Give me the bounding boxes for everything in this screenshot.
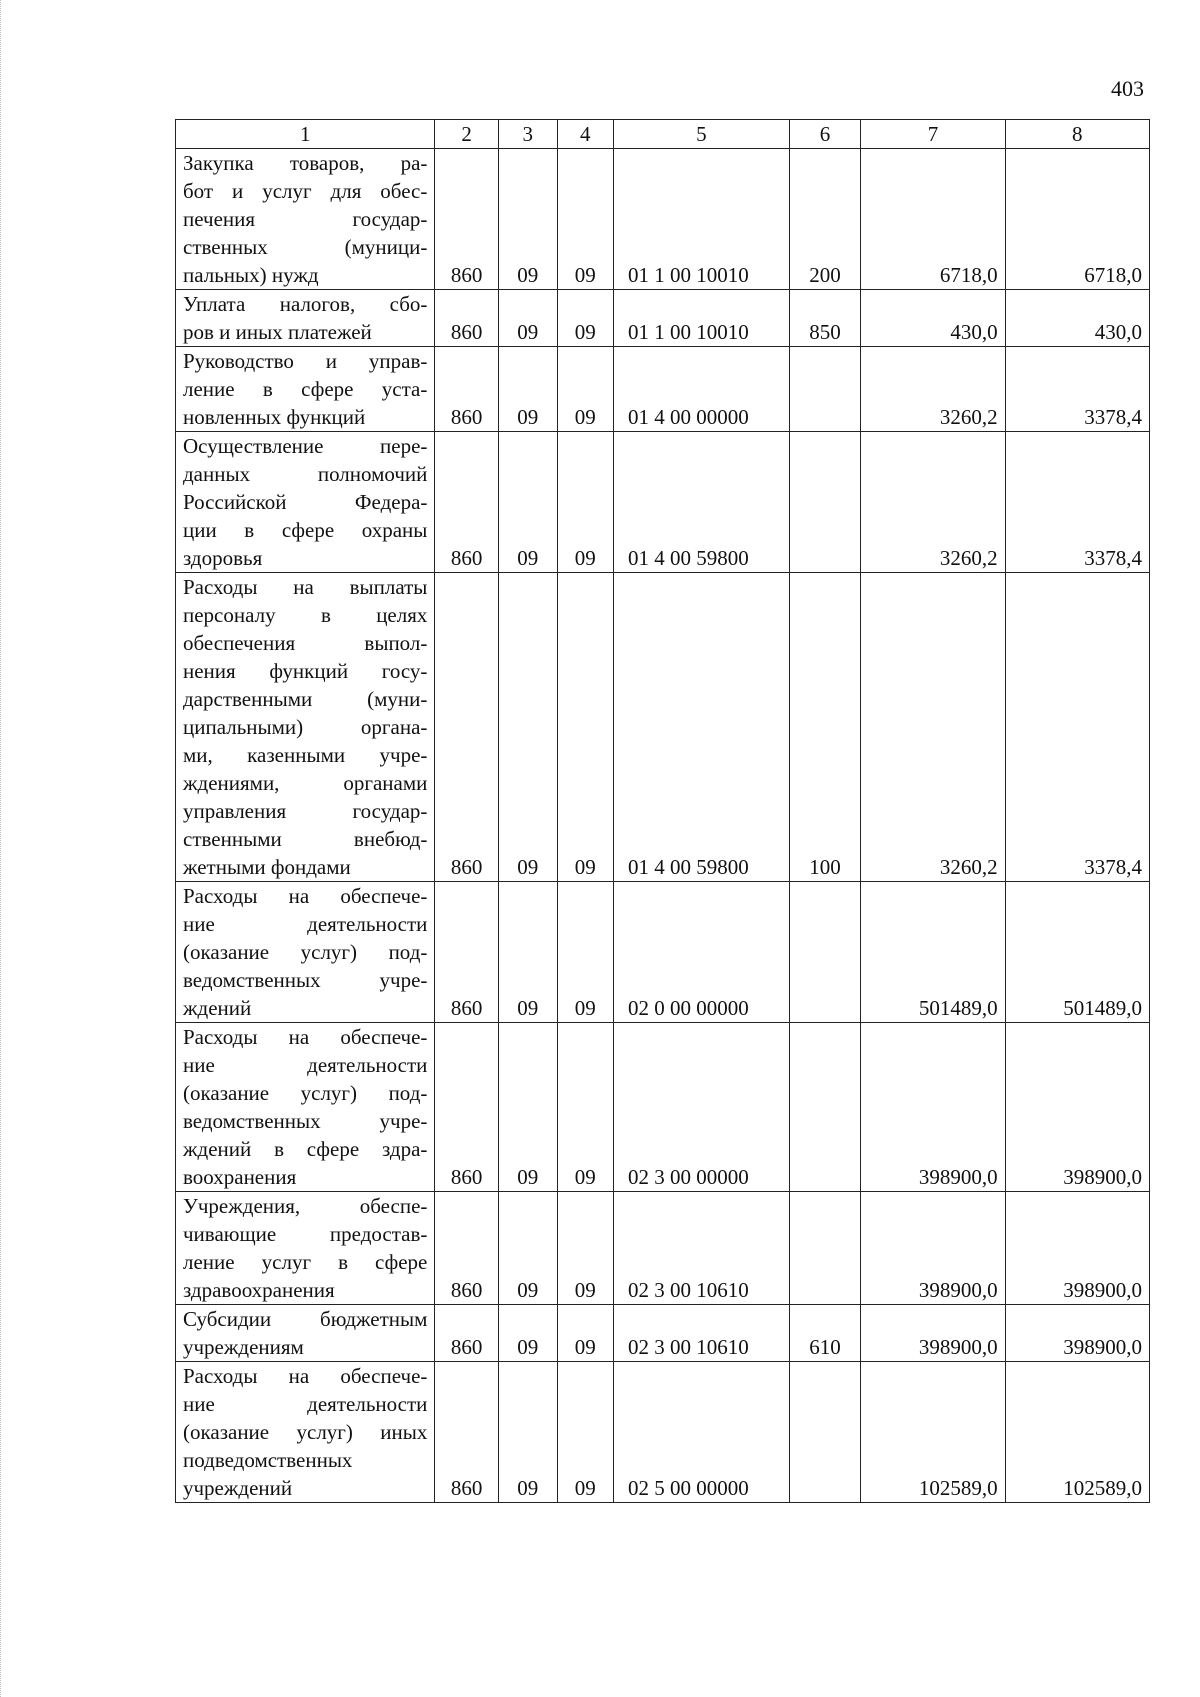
target-article-cell: 02 3 00 00000 <box>614 1023 790 1192</box>
target-article-cell: 02 3 00 10610 <box>614 1192 790 1305</box>
item-name-line: здоровья <box>183 546 263 570</box>
section-code-cell: 09 <box>498 347 557 432</box>
department-code-cell: 860 <box>435 1023 499 1192</box>
item-name-line: ведомственных учре- <box>183 1109 428 1133</box>
amount-year1-cell: 398900,0 <box>861 1305 1005 1362</box>
item-name-line: управления государ- <box>183 799 428 823</box>
expense-type-cell <box>789 432 861 573</box>
amount-year1-cell: 398900,0 <box>861 1023 1005 1192</box>
amount-year1-cell: 398900,0 <box>861 1192 1005 1305</box>
amount-year2-cell: 102589,0 <box>1005 1362 1149 1503</box>
expense-type-cell: 200 <box>789 149 861 290</box>
item-name-line: обеспечения выпол- <box>183 631 428 655</box>
subsection-code-cell: 09 <box>557 1192 614 1305</box>
amount-year1-cell: 501489,0 <box>861 882 1005 1023</box>
expense-type-cell <box>789 1362 861 1503</box>
item-name-line: подведомственных <box>183 1448 353 1472</box>
target-article-cell: 02 5 00 00000 <box>614 1362 790 1503</box>
item-name-line: (оказание услуг) под- <box>183 1081 428 1105</box>
department-code-cell: 860 <box>435 290 499 347</box>
item-name-line: Расходы на выплаты <box>183 575 428 599</box>
section-code-cell: 09 <box>498 1305 557 1362</box>
subsection-code-cell: 09 <box>557 432 614 573</box>
item-name-line: Расходы на обеспече- <box>183 1364 428 1388</box>
target-article-cell: 02 3 00 10610 <box>614 1305 790 1362</box>
table-row <box>176 1023 1150 1192</box>
item-name-cell <box>176 432 435 573</box>
item-name-line: учреждениям <box>183 1335 304 1359</box>
table-row <box>176 573 1150 882</box>
item-name-line: ми, казенными учре- <box>183 743 428 767</box>
section-code-cell: 09 <box>498 432 557 573</box>
target-article-cell: 01 1 00 10010 <box>614 290 790 347</box>
item-name-line: ции в сфере охраны <box>183 518 428 542</box>
item-name-line: нения функций госу- <box>183 659 428 683</box>
item-name-line: Руководство и управ- <box>183 349 428 373</box>
expense-type-cell <box>789 1023 861 1192</box>
item-name-line: ждений в сфере здра- <box>183 1137 428 1161</box>
item-name-cell <box>176 573 435 882</box>
target-article-cell: 02 0 00 00000 <box>614 882 790 1023</box>
item-name-line: Расходы на обеспече- <box>183 884 428 908</box>
expense-type-cell <box>789 347 861 432</box>
amount-year2-cell: 430,0 <box>1005 290 1149 347</box>
amount-year2-cell: 501489,0 <box>1005 882 1149 1023</box>
item-name-line: ров и иных платежей <box>183 320 372 344</box>
item-name-line: Российской Федера- <box>183 490 428 514</box>
amount-year2-cell: 6718,0 <box>1005 149 1149 290</box>
amount-year2-cell: 398900,0 <box>1005 1192 1149 1305</box>
section-code-cell: 09 <box>498 290 557 347</box>
amount-year1-cell: 3260,2 <box>861 573 1005 882</box>
target-article-cell: 01 4 00 59800 <box>614 573 790 882</box>
item-name-line: ведомственных учре- <box>183 968 428 992</box>
section-code-cell: 09 <box>498 573 557 882</box>
item-name-line: Субсидии бюджетным <box>183 1307 428 1331</box>
item-name-line: новленных функций <box>183 405 366 429</box>
amount-year1-cell: 430,0 <box>861 290 1005 347</box>
budget-table <box>175 119 1150 1503</box>
subsection-code-cell: 09 <box>557 1023 614 1192</box>
department-code-cell: 860 <box>435 149 499 290</box>
item-name-line: Уплата налогов, сбо- <box>183 292 428 316</box>
item-name-cell <box>176 290 435 347</box>
item-name-line: чивающие предостав- <box>183 1222 428 1246</box>
department-code-cell: 860 <box>435 573 499 882</box>
item-name-line: ждениями, органами <box>183 771 428 795</box>
header-cell: 3 <box>498 120 557 149</box>
item-name-line: (оказание услуг) иных <box>183 1420 428 1444</box>
amount-year2-cell: 3378,4 <box>1005 573 1149 882</box>
item-name-line: ждений <box>183 996 252 1020</box>
subsection-code-cell: 09 <box>557 1362 614 1503</box>
item-name-line: учреждений <box>183 1476 293 1500</box>
item-name-cell <box>176 1023 435 1192</box>
department-code-cell: 860 <box>435 1362 499 1503</box>
header-cell: 4 <box>557 120 614 149</box>
item-name-line: ние деятельности <box>183 912 428 936</box>
amount-year1-cell: 6718,0 <box>861 149 1005 290</box>
department-code-cell: 860 <box>435 1305 499 1362</box>
item-name-line: жетными фондами <box>183 855 351 879</box>
department-code-cell: 860 <box>435 347 499 432</box>
scan-margin <box>0 0 7 1697</box>
amount-year2-cell: 398900,0 <box>1005 1305 1149 1362</box>
item-name-line: воохранения <box>183 1165 297 1189</box>
expense-type-cell <box>789 882 861 1023</box>
department-code-cell: 860 <box>435 432 499 573</box>
subsection-code-cell: 09 <box>557 573 614 882</box>
header-cell: 8 <box>1005 120 1149 149</box>
table-row <box>176 290 1150 347</box>
header-cell: 6 <box>789 120 861 149</box>
item-name-line: данных полномочий <box>183 462 428 486</box>
target-article-cell: 01 4 00 59800 <box>614 432 790 573</box>
item-name-line: Расходы на обеспече- <box>183 1025 428 1049</box>
section-code-cell: 09 <box>498 882 557 1023</box>
item-name-line: Осуществление пере- <box>183 434 428 458</box>
table-row <box>176 347 1150 432</box>
item-name-line: пальных) нужд <box>183 263 319 287</box>
subsection-code-cell: 09 <box>557 290 614 347</box>
table-row <box>176 882 1150 1023</box>
expense-type-cell <box>789 1192 861 1305</box>
item-name-line: ление в сфере уста- <box>183 377 428 401</box>
item-name-line: здравоохранения <box>183 1278 335 1302</box>
expense-type-cell: 100 <box>789 573 861 882</box>
amount-year1-cell: 102589,0 <box>861 1362 1005 1503</box>
item-name-line: ственными внебюд- <box>183 827 428 851</box>
header-cell: 5 <box>614 120 790 149</box>
subsection-code-cell: 09 <box>557 882 614 1023</box>
item-name-cell <box>176 1305 435 1362</box>
item-name-cell <box>176 347 435 432</box>
item-name-line: дарственными (муни- <box>183 687 428 711</box>
expense-type-cell: 850 <box>789 290 861 347</box>
subsection-code-cell: 09 <box>557 347 614 432</box>
section-code-cell: 09 <box>498 149 557 290</box>
table-row <box>176 432 1150 573</box>
item-name-line: Закупка товаров, ра- <box>183 151 428 175</box>
item-name-line: ние деятельности <box>183 1053 428 1077</box>
item-name-line: печения государ- <box>183 207 428 231</box>
item-name-line: ление услуг в сфере <box>183 1250 428 1274</box>
item-name-cell <box>176 882 435 1023</box>
amount-year1-cell: 3260,2 <box>861 347 1005 432</box>
header-cell: 7 <box>861 120 1005 149</box>
table-body <box>176 149 1150 1503</box>
header-cell: 2 <box>435 120 499 149</box>
item-name-line: персоналу в целях <box>183 603 428 627</box>
target-article-cell: 01 4 00 00000 <box>614 347 790 432</box>
amount-year2-cell: 398900,0 <box>1005 1023 1149 1192</box>
header-row <box>176 120 1150 149</box>
table-row <box>176 1192 1150 1305</box>
item-name-line: ципальными) органа- <box>183 715 428 739</box>
department-code-cell: 860 <box>435 882 499 1023</box>
section-code-cell: 09 <box>498 1192 557 1305</box>
subsection-code-cell: 09 <box>557 1305 614 1362</box>
amount-year2-cell: 3378,4 <box>1005 347 1149 432</box>
subsection-code-cell: 09 <box>557 149 614 290</box>
item-name-cell <box>176 149 435 290</box>
item-name-line: ние деятельности <box>183 1392 428 1416</box>
header-cell: 1 <box>176 120 435 149</box>
amount-year1-cell: 3260,2 <box>861 432 1005 573</box>
table-row <box>176 1305 1150 1362</box>
section-code-cell: 09 <box>498 1023 557 1192</box>
table-row <box>176 1362 1150 1503</box>
item-name-cell <box>176 1362 435 1503</box>
item-name-line: (оказание услуг) под- <box>183 940 428 964</box>
amount-year2-cell: 3378,4 <box>1005 432 1149 573</box>
table-row <box>176 149 1150 290</box>
item-name-line: ственных (муници- <box>183 235 428 259</box>
target-article-cell: 01 1 00 10010 <box>614 149 790 290</box>
department-code-cell: 860 <box>435 1192 499 1305</box>
item-name-cell <box>176 1192 435 1305</box>
section-code-cell: 09 <box>498 1362 557 1503</box>
item-name-line: Учреждения, обеспе- <box>183 1194 428 1218</box>
page-number: 403 <box>1111 76 1144 101</box>
item-name-line: бот и услуг для обес- <box>183 179 428 203</box>
expense-type-cell: 610 <box>789 1305 861 1362</box>
